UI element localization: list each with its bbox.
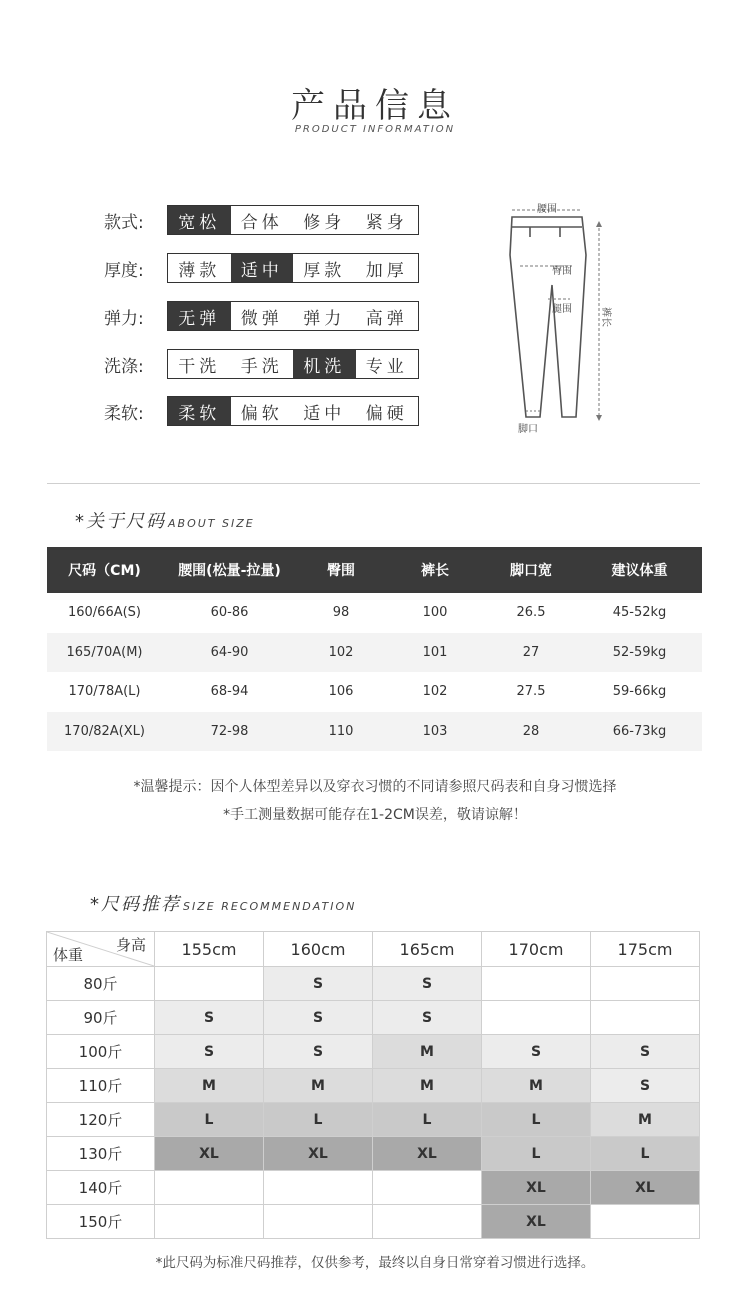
attr-label-elasticity: 弹力: (104, 309, 144, 329)
page-subtitle: PRODUCT INFORMATION (294, 124, 456, 135)
table-cell: 28 (485, 712, 577, 752)
table-cell: 100 (422, 605, 448, 621)
attr-label-washing: 洗涤: (104, 357, 144, 377)
rec-footnote: *此尺码为标准尺码推荐，仅供参考，最终以自身日常穿着习惯进行选择。 (155, 1255, 595, 1271)
rec-size-cell (155, 1205, 264, 1239)
rec-section-title (90, 890, 356, 916)
table-row (47, 633, 702, 673)
rec-size-cell (264, 1205, 373, 1239)
rec-size-cell: L (482, 1103, 591, 1137)
rec-size-cell: S (264, 1001, 373, 1035)
rec-size-cell: S (155, 1001, 264, 1035)
attr-label-thickness: 厚度: (104, 261, 144, 281)
rec-weight-label: 90斤 (47, 1001, 155, 1035)
table-row (47, 593, 702, 633)
attr-option: 专业 (365, 356, 408, 377)
attr-options-thickness (167, 253, 419, 283)
rec-size-cell: S (264, 1035, 373, 1069)
rec-size-cell: S (591, 1035, 700, 1069)
size-header-cell: 腰围(松量-拉量) (162, 547, 297, 593)
table-cell: 64-90 (162, 633, 297, 673)
attr-option: 柔软 (168, 397, 231, 425)
rec-size-cell: L (591, 1137, 700, 1171)
size-recommendation-table (46, 931, 700, 1239)
rec-height-header: 175cm (591, 932, 700, 967)
attr-option: 弹力 (303, 308, 346, 329)
attr-option: 修身 (303, 212, 346, 233)
table-cell: 26.5 (516, 605, 546, 621)
size-header-cell: 脚口宽 (485, 547, 577, 593)
rec-size-cell: M (155, 1069, 264, 1103)
table-row (47, 1035, 700, 1069)
rec-section-subtitle: SIZE RECOMMENDATION (183, 900, 357, 913)
attr-option: 手洗 (240, 356, 283, 377)
rec-weight-label: 80斤 (47, 967, 155, 1001)
section-divider (47, 483, 700, 484)
rec-section-title-text: *尺码推荐 (90, 894, 181, 915)
rec-size-cell: XL (591, 1171, 700, 1205)
size-section-subtitle: ABOUT SIZE (168, 517, 255, 530)
table-cell: 102 (422, 684, 448, 700)
rec-size-cell: L (155, 1103, 264, 1137)
table-row (47, 1001, 700, 1035)
rec-corner-cell (47, 932, 155, 967)
rec-weight-label: 100斤 (47, 1035, 155, 1069)
page-title: 产品信息 (291, 86, 459, 126)
attr-option: 加厚 (365, 260, 408, 281)
table-cell: 98 (332, 605, 350, 621)
measure-error-note: *手工测量数据可能存在1-2CM误差，敬请谅解！ (223, 807, 527, 823)
table-cell: 103 (385, 712, 485, 752)
attr-option: 微弹 (240, 308, 283, 329)
table-row (47, 672, 702, 712)
size-header-cell: 尺码（CM) (47, 547, 162, 593)
table-row (47, 1205, 700, 1239)
size-header-cell: 臀围 (297, 547, 385, 593)
attr-option: 无弹 (168, 302, 231, 330)
rec-weight-label: 110斤 (47, 1069, 155, 1103)
corner-height-label: 身高 (115, 936, 146, 954)
rec-size-cell: XL (482, 1171, 591, 1205)
table-cell: 72-98 (162, 712, 297, 752)
size-tip-note: *温馨提示：因个人体型差异以及穿衣习惯的不同请参照尺码表和自身习惯选择 (133, 779, 617, 795)
table-cell: 68-94 (210, 684, 249, 700)
attr-options-washing (167, 349, 419, 379)
attr-option: 紧身 (365, 212, 408, 233)
rec-size-cell (373, 1171, 482, 1205)
table-cell: 27.5 (516, 684, 546, 700)
size-header-cell: 建议体重 (577, 547, 702, 593)
table-cell: 160/66A(S) (67, 605, 142, 621)
table-cell: 106 (328, 684, 354, 700)
attr-options-elasticity (167, 301, 419, 331)
size-table (47, 547, 702, 751)
rec-size-cell: S (591, 1069, 700, 1103)
table-row (47, 967, 700, 1001)
size-section-title (75, 507, 255, 533)
rec-size-cell: M (264, 1069, 373, 1103)
table-cell: 165/70A(M) (47, 633, 162, 673)
rec-size-cell (482, 967, 591, 1001)
size-header-cell: 裤长 (385, 547, 485, 593)
table-row (47, 1103, 700, 1137)
table-cell: 66-73kg (577, 712, 702, 752)
size-table-header (47, 547, 702, 593)
rec-height-header: 170cm (482, 932, 591, 967)
table-cell: 59-66kg (612, 684, 667, 700)
diagram-hem-label: 脚口 (518, 424, 538, 435)
rec-weight-label: 120斤 (47, 1103, 155, 1137)
rec-size-cell: L (482, 1137, 591, 1171)
rec-size-cell: S (373, 1001, 482, 1035)
attr-options-style (167, 205, 419, 235)
rec-size-cell: S (373, 967, 482, 1001)
diagram-thigh-label: 腿围 (552, 304, 572, 315)
table-cell: 170/82A(XL) (47, 712, 162, 752)
rec-size-cell (482, 1001, 591, 1035)
size-section-title-text: *关于尺码 (75, 511, 166, 532)
rec-height-header: 155cm (155, 932, 264, 967)
table-row (47, 712, 702, 752)
rec-size-cell: XL (373, 1137, 482, 1171)
table-row (47, 1137, 700, 1171)
rec-size-cell (264, 1171, 373, 1205)
rec-height-header: 160cm (264, 932, 373, 967)
rec-size-cell (155, 1171, 264, 1205)
attr-option: 机洗 (293, 350, 356, 378)
attr-option: 适中 (231, 254, 294, 282)
diagram-hip-label: 臀围 (552, 266, 572, 277)
rec-header-row (47, 932, 700, 967)
rec-size-cell: L (373, 1103, 482, 1137)
rec-weight-label: 130斤 (47, 1137, 155, 1171)
table-row (47, 1171, 700, 1205)
table-cell: 102 (297, 633, 385, 673)
rec-size-cell (155, 967, 264, 1001)
table-cell: 60-86 (210, 605, 249, 621)
attr-option: 薄款 (178, 260, 221, 281)
attr-option: 偏软 (240, 403, 283, 424)
rec-weight-label: 150斤 (47, 1205, 155, 1239)
attr-option: 适中 (303, 403, 346, 424)
rec-size-cell: M (373, 1069, 482, 1103)
rec-size-cell: XL (155, 1137, 264, 1171)
attr-option: 宽松 (168, 206, 231, 234)
table-cell: 101 (385, 633, 485, 673)
attr-option: 偏硬 (365, 403, 408, 424)
rec-size-cell: XL (264, 1137, 373, 1171)
rec-size-cell: M (591, 1103, 700, 1137)
diagram-length-label: 裤长 (600, 307, 611, 327)
rec-size-cell: S (155, 1035, 264, 1069)
attr-option: 合体 (240, 212, 283, 233)
rec-size-cell: S (482, 1035, 591, 1069)
rec-size-cell (591, 967, 700, 1001)
attr-options-softness (167, 396, 419, 426)
rec-size-cell: S (264, 967, 373, 1001)
rec-size-cell: M (482, 1069, 591, 1103)
attr-option: 厚款 (303, 260, 346, 281)
rec-size-cell (591, 1205, 700, 1239)
rec-weight-label: 140斤 (47, 1171, 155, 1205)
diagram-waist-label: 腰围 (537, 204, 557, 215)
table-cell: 110 (297, 712, 385, 752)
corner-weight-label: 体重 (53, 946, 84, 964)
table-cell: 170/78A(L) (68, 684, 141, 700)
attr-option: 高弹 (365, 308, 408, 329)
rec-size-cell: M (373, 1035, 482, 1069)
table-cell: 52-59kg (577, 633, 702, 673)
rec-size-cell (373, 1205, 482, 1239)
rec-size-cell: XL (482, 1205, 591, 1239)
attr-label-style: 款式: (104, 213, 144, 233)
table-row (47, 1069, 700, 1103)
table-cell: 27 (485, 633, 577, 673)
rec-size-cell (591, 1001, 700, 1035)
table-cell: 45-52kg (612, 605, 667, 621)
rec-size-cell: L (264, 1103, 373, 1137)
attr-label-softness: 柔软: (104, 404, 144, 424)
rec-height-header: 165cm (373, 932, 482, 967)
attr-option: 干洗 (178, 356, 221, 377)
pants-diagram (490, 195, 620, 440)
